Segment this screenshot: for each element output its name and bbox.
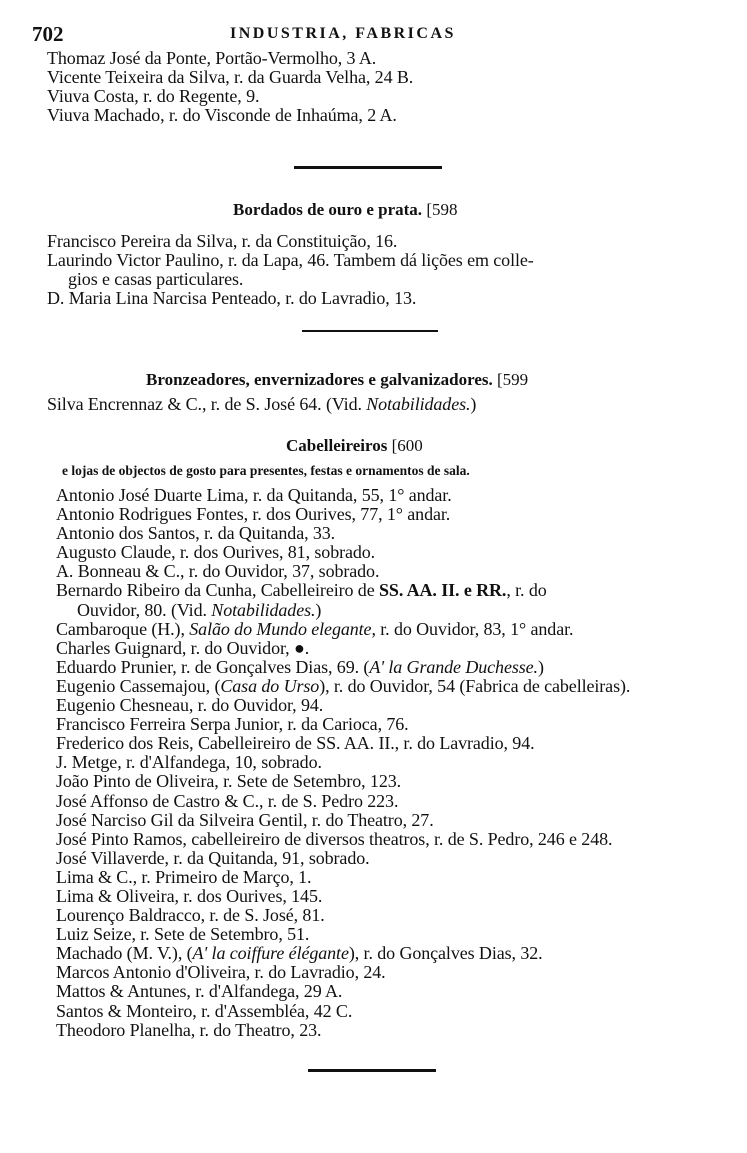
entry-text: J. Metge, r. d'Alfandega, 10, sobrado.	[56, 752, 322, 773]
entry-text: Luiz Seize, r. Sete de Setembro, 51.	[56, 924, 310, 945]
list-item	[47, 87, 413, 106]
list-item	[56, 906, 630, 925]
entry-text: SS. AA. II. e RR.	[379, 580, 507, 601]
list-item	[56, 792, 630, 811]
entry-text: Francisco Pereira da Silva, r. da Constituição, 16.	[47, 231, 398, 251]
entry-text: , r. do Ouvidor, 83, 1° andar.	[371, 618, 574, 639]
section-divider	[308, 1069, 436, 1072]
list-item	[47, 232, 534, 251]
entry-text: Francisco Ferreira Serpa Junior, r. da Carioca, 76.	[56, 714, 409, 735]
entry-text: Augusto Claude, r. dos Ourives, 81, sobrado.	[56, 542, 376, 563]
entry-text: )	[470, 394, 477, 414]
list-item	[56, 753, 630, 772]
list-item	[56, 944, 630, 963]
entry-text: , r. do	[506, 580, 547, 601]
italic-text: A' la coiffure élégante	[192, 943, 349, 964]
entry-text: Laurindo Victor Paulino, r. da Lapa, 46. Tambem dá lições em colle-	[47, 250, 534, 271]
entry-text: Lima & Oliveira, r. dos Ourives, 145.	[56, 885, 323, 906]
list-item	[56, 963, 630, 982]
list-item	[56, 830, 630, 849]
section-divider	[302, 330, 438, 332]
italic-text: Salão do Mundo elegante	[189, 618, 372, 639]
list-item	[56, 811, 630, 830]
entry-text: Bernardo Ribeiro da Cunha, Cabelleireiro de	[56, 580, 379, 601]
section-number: [599	[497, 370, 529, 389]
entry-text: Antonio dos Santos, r. da Quitanda, 33.	[56, 523, 336, 544]
entries-cabelleireiros	[56, 486, 630, 1040]
list-item	[56, 772, 630, 791]
entries-bordados	[47, 232, 534, 308]
list-item	[47, 270, 534, 289]
section-heading-cabelleireiros	[286, 436, 423, 456]
list-item	[56, 696, 630, 715]
entry-text: A. Bonneau & C., r. do Ouvidor, 37, sobrado.	[56, 561, 380, 582]
list-item	[47, 395, 476, 414]
list-item	[56, 1021, 630, 1040]
entry-text: Ouvidor, 80. (Vid.	[77, 599, 212, 620]
entry-text: )	[315, 599, 322, 620]
list-item	[56, 620, 630, 639]
section-number: [600	[391, 436, 423, 455]
entry-text: Lourenço Baldracco, r. de S. José, 81.	[56, 905, 325, 926]
entry-text: José Pinto Ramos, cabelleireiro de diversos theatros, r. de S. Pedro, 246 e 248.	[56, 828, 613, 849]
italic-text: Casa do Urso	[220, 675, 320, 696]
list-item	[56, 486, 630, 505]
list-item	[47, 49, 413, 68]
entries-bronzeadores	[47, 395, 476, 414]
list-item	[56, 581, 630, 600]
section-divider	[294, 166, 442, 169]
section-title: Bordados de ouro e prata.	[233, 200, 423, 219]
section-heading-bronzeadores	[146, 370, 528, 390]
entry-text: Frederico dos Reis, Cabelleireiro de SS. AA. II., r. do Lavradio, 94.	[56, 733, 535, 754]
section-title: Cabelleireiros	[286, 436, 388, 455]
list-item	[56, 887, 630, 906]
list-item	[56, 677, 630, 696]
list-item	[56, 524, 630, 543]
entry-text: Cambaroque (H.),	[56, 618, 190, 639]
list-item	[56, 868, 630, 887]
running-title: INDUSTRIA, FABRICAS	[230, 25, 456, 42]
section-number: [598	[426, 200, 458, 219]
list-item	[47, 289, 534, 308]
entry-text: Eugenio Chesneau, r. do Ouvidor, 94.	[56, 695, 324, 716]
entry-text: Viuva Costa, r. do Regente, 9.	[47, 86, 260, 107]
entry-text: José Narciso Gil da Silveira Gentil, r. do Theatro, 27.	[56, 809, 434, 830]
entry-text: José Villaverde, r. da Quitanda, 91, sobrado.	[56, 847, 370, 868]
entry-text: Santos & Monteiro, r. d'Assembléa, 42 C.	[56, 1000, 353, 1021]
list-item	[56, 982, 630, 1001]
entry-text: gios e casas particulares.	[68, 269, 244, 290]
entry-text: Charles Guignard, r. do Ouvidor, ●.	[56, 637, 310, 658]
page-number: 702	[32, 22, 64, 46]
entry-text: José Affonso de Castro & C., r. de S. Pedro 223.	[56, 790, 399, 811]
list-item	[47, 106, 413, 125]
entry-text: D. Maria Lina Narcisa Penteado, r. do Lavradio, 13.	[47, 288, 417, 309]
italic-text: A' la Grande Duchesse.	[369, 656, 538, 677]
list-item	[47, 251, 534, 270]
list-item	[56, 543, 630, 562]
section-title: Bronzeadores, envernizadores e galvanizadores.	[146, 370, 493, 389]
entry-text: Viuva Machado, r. do Visconde de Inhaúma, 2 A.	[47, 105, 397, 126]
entry-text: Mattos & Antunes, r. d'Alfandega, 29 A.	[56, 981, 343, 1002]
entry-text: Antonio José Duarte Lima, r. da Quitanda, 55, 1° andar.	[56, 485, 452, 505]
list-item	[56, 658, 630, 677]
entry-text: Eduardo Prunier, r. de Gonçalves Dias, 69. (	[56, 656, 370, 677]
entry-text: ), r. do Gonçalves Dias, 32.	[348, 943, 543, 964]
entry-text: Thomaz José da Ponte, Portão-Vermolho, 3 A.	[47, 48, 377, 68]
entry-text: )	[537, 656, 544, 677]
list-item	[56, 601, 630, 620]
list-item	[56, 734, 630, 753]
list-item	[47, 68, 413, 87]
entry-text: Antonio Rodrigues Fontes, r. dos Ourives, 77, 1° andar.	[56, 504, 451, 525]
entry-text: Marcos Antonio d'Oliveira, r. do Lavradio, 24.	[56, 962, 386, 983]
list-item	[56, 849, 630, 868]
section-heading-bordados	[233, 200, 457, 220]
italic-text: Notabilidades.	[211, 599, 316, 620]
entry-text: ), r. do Ouvidor, 54 (Fabrica de cabelleiras).	[319, 675, 631, 696]
entry-text: Machado (M. V.), (	[56, 943, 193, 964]
list-item	[56, 925, 630, 944]
entry-text: Silva Encrennaz & C., r. de S. José 64. (Vid.	[47, 394, 367, 414]
list-item	[56, 639, 630, 658]
entries-continued	[47, 49, 413, 125]
list-item	[56, 1002, 630, 1021]
entry-text: Eugenio Cassemajou, (	[56, 675, 221, 696]
section-subtitle: e lojas de objectos de gosto para presentes, festas e ornamentos de sala.	[62, 463, 470, 478]
entry-text: Lima & C., r. Primeiro de Março, 1.	[56, 866, 312, 887]
list-item	[56, 562, 630, 581]
entry-text: Theodoro Planelha, r. do Theatro, 23.	[56, 1019, 322, 1040]
list-item	[56, 505, 630, 524]
entry-text: João Pinto de Oliveira, r. Sete de Setembro, 123.	[56, 771, 402, 792]
italic-text: Notabilidades.	[366, 394, 471, 414]
entry-text: Vicente Teixeira da Silva, r. da Guarda Velha, 24 B.	[47, 67, 414, 88]
list-item	[56, 715, 630, 734]
